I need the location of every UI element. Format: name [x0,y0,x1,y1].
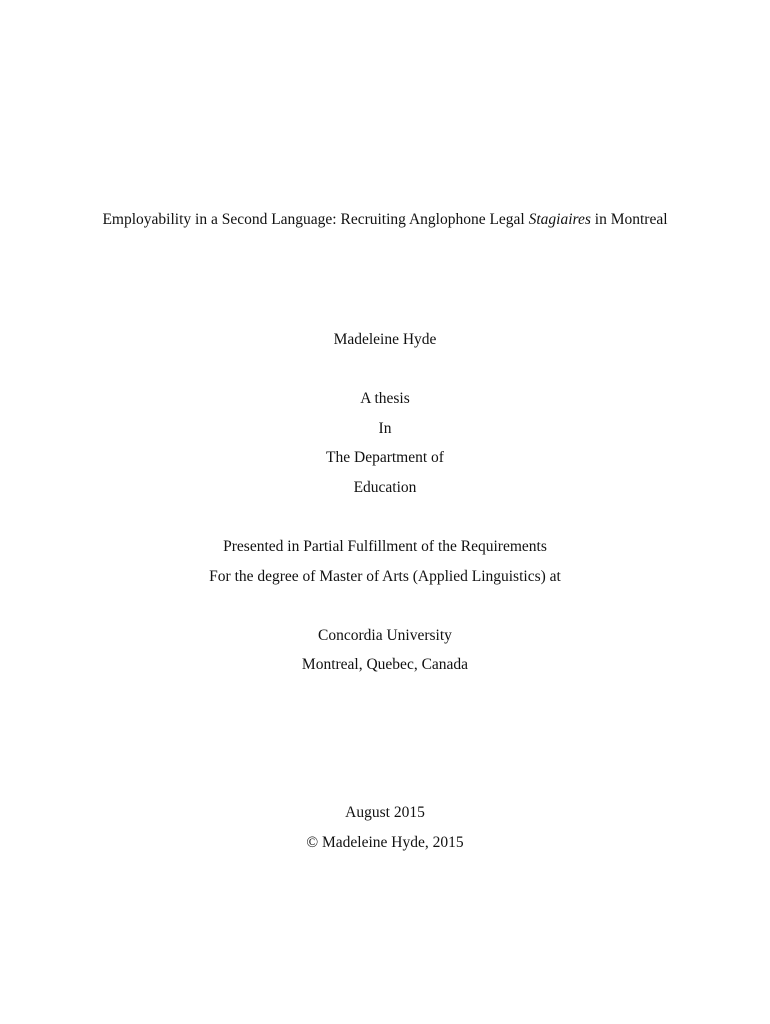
department-name: Education [353,479,417,496]
thesis-title-part-1: Employability in a Second Language: Recruiting Anglophone Legal [102,211,529,228]
department-label: The Department of [326,449,444,466]
requirements-line-2: For the degree of Master of Arts (Applied Linguistics) at [209,568,561,585]
thesis-in: In [378,420,392,437]
requirements-line-1: Presented in Partial Fulfillment of the Requirements [223,538,547,555]
thesis-title-italic: Stagiaires [528,211,591,228]
submission-date: August 2015 [345,804,425,821]
university-name: Concordia University [318,627,452,644]
university-location: Montreal, Quebec, Canada [301,656,469,673]
copyright-notice: © Madeleine Hyde, 2015 [306,834,464,851]
thesis-title [0,210,770,230]
thesis-label: A thesis [360,390,410,407]
author-name: Madeleine Hyde [333,331,437,348]
thesis-title-part-2: in Montreal [590,211,668,228]
